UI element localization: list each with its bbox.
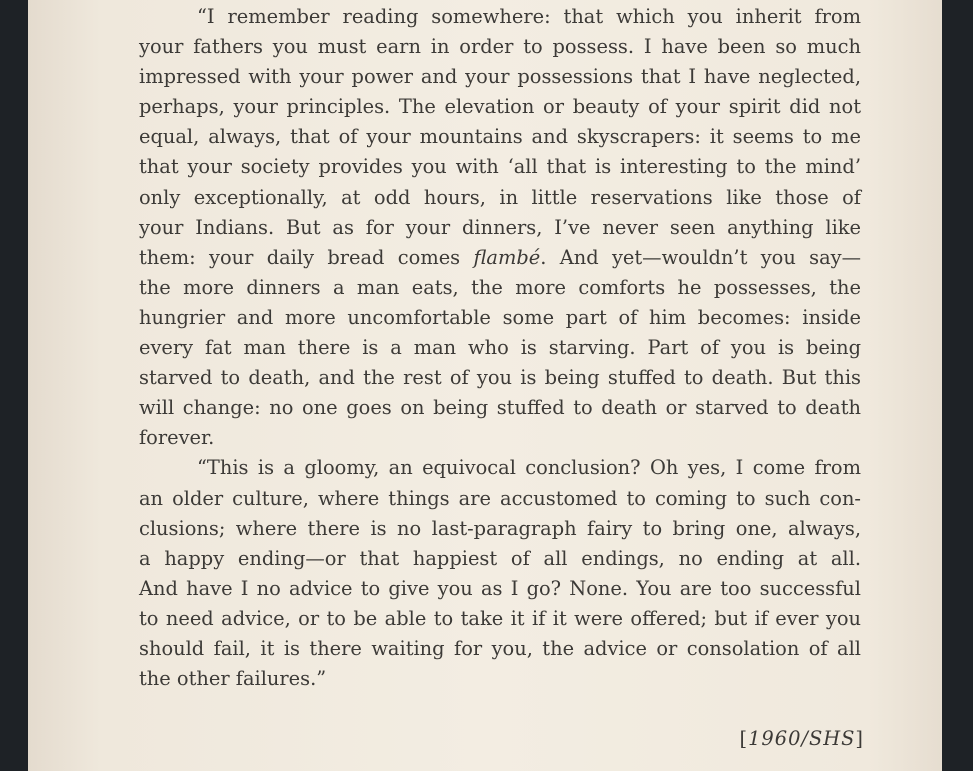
text-line: “This is a gloomy, an equivocal conclusion? Oh yes, I come from	[197, 456, 861, 480]
text-run: them: your daily bread comes	[139, 245, 474, 269]
book-page	[28, 0, 942, 771]
citation-close-bracket: ]	[855, 727, 864, 750]
text-line: only exceptionally, at odd hours, in little reservations like those of	[139, 185, 861, 209]
citation	[739, 727, 864, 750]
text-line: clusions; where there is no last-paragraph fairy to bring one, always,	[139, 516, 861, 540]
text-line: that your society provides you with ‘all that is interesting to the mind’	[139, 155, 861, 179]
text-line: forever.	[139, 426, 215, 450]
text-line: your fathers you must earn in order to possess. I have been so much	[139, 35, 861, 59]
paragraph-2	[139, 453, 861, 694]
text-line: “I remember reading somewhere: that which you inherit from	[197, 5, 861, 28]
citation-open-bracket: [	[739, 727, 749, 750]
text-line: a happy ending—or that happiest of all endings, no ending at all.	[139, 546, 861, 570]
text-line: starved to death, and the rest of you is being stuffed to death. But this	[139, 366, 861, 390]
paragraph-1	[139, 2, 861, 453]
text-run: . And yet—wouldn’t you say—	[540, 245, 861, 269]
text-line: will change: no one goes on being stuffed to death or starved to death	[139, 396, 861, 420]
text-line: And have I no advice to give you as I go? None. You are too successful	[139, 576, 861, 600]
text-line: should fail, it is there waiting for you, the advice or consolation of all	[139, 636, 861, 660]
text-line: to need advice, or to be able to take it if it were offered; but if ever you	[139, 606, 861, 630]
text-line: every fat man there is a man who is starving. Part of you is being	[139, 336, 861, 360]
text-line: your Indians. But as for your dinners, I’ve never seen anything like	[139, 215, 861, 239]
text-line	[139, 243, 861, 273]
text-line: an older culture, where things are accustomed to coming to such con-	[139, 486, 861, 510]
italic-word: flambé	[473, 245, 541, 269]
page-body	[139, 2, 861, 694]
text-line: impressed with your power and your possessions that I have neglected,	[139, 65, 861, 89]
text-line: hungrier and more uncomfortable some part of him becomes: inside	[139, 305, 861, 329]
text-line: equal, always, that of your mountains and skyscrapers: it seems to me	[139, 125, 861, 149]
text-line: the other failures.”	[139, 667, 327, 691]
text-line: perhaps, your principles. The elevation or beauty of your spirit did not	[139, 95, 861, 119]
citation-text: 1960/SHS	[748, 727, 856, 750]
text-line: the more dinners a man eats, the more comforts he possesses, the	[139, 275, 861, 299]
